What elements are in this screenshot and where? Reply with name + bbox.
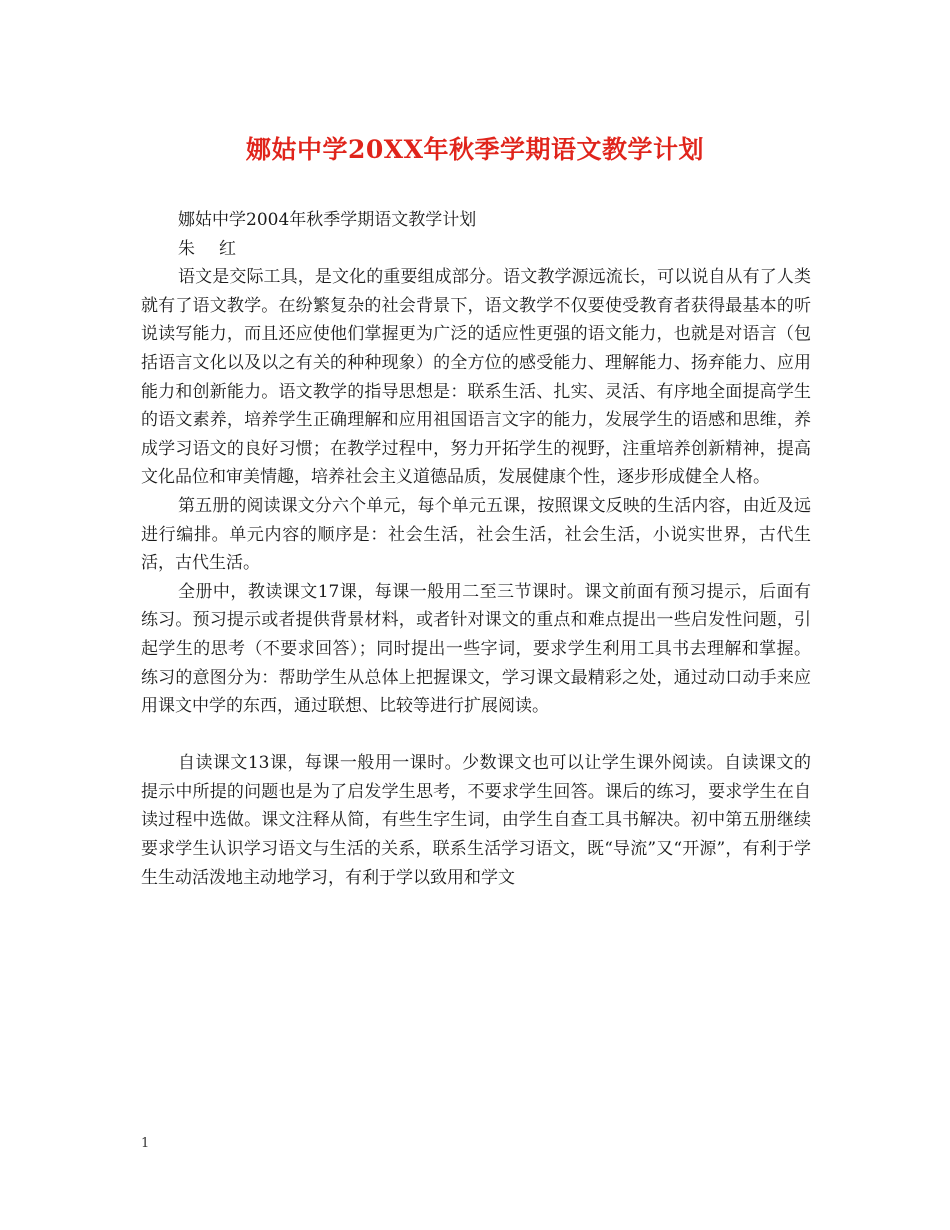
document-body [141, 206, 811, 892]
paragraph-units: 第五册的阅读课文分六个单元，每个单元五课，按照课文反映的生活内容，由近及远进行编排。单元内容的顺序是：社会生活，社会生活，社会生活，小说实世界，古代生活，古代生活。 [141, 495, 811, 574]
paragraph-teaching-texts: 全册中，教读课文17课，每课一般用二至三节课时。课文前面有预习提示，后面有练习。预习提示或者提供背景材料，或者针对课文的重点和难点提出一些启发性问题，引起学生的思考（不要求回答）；同时提出一些字词，要求学生利用工具书去理解和掌握。练习的意图分为：帮助学生从总体上把握课文，学习课文最精彩之处，通过动口动手来应用课文中学的东西，通过联想、比较等进行扩展阅读。 [141, 581, 811, 717]
author-surname: 朱 [178, 238, 195, 259]
author-line [141, 235, 811, 264]
paragraph-self-reading: 自读课文13课，每课一般用一课时。少数课文也可以让学生课外阅读。自读课文的提示中所提的问题也是为了启发学生思考，不要求学生回答。课后的练习，要求学生在自读过程中选做。课文注释从简，有些生字生词，由学生自查工具书解决。初中第五册继续要求学生认识学习语文与生活的关系，联系生活学习语文，既“导流”又“开源”，有利于学生生动活泼地主动地学习，有利于学以致用和学文 [141, 753, 811, 888]
blank-line [141, 721, 811, 750]
document-title: 娜姑中学20XX年秋季学期语文教学计划 [245, 135, 705, 164]
author-given-name: 红 [219, 238, 236, 259]
document-subtitle: 娜姑中学2004年秋季学期语文教学计划 [178, 210, 477, 230]
page-number: 1 [141, 1136, 150, 1151]
paragraph-intro: 语文是交际工具，是文化的重要组成部分。语文教学源远流长，可以说自从有了人类就有了语文教学。在纷繁复杂的社会背景下，语文教学不仅要使受教育者获得最基本的听说读写能力，而且还应使他们掌握更为广泛的适应性更强的语文能力，也就是对语言（包括语言文化以及以之有关的种种现象）的全方位的感受能力、理解能力、扬弃能力、应用能力和创新能力。语文教学的指导思想是：联系生活、扎实、灵活、有序地全面提高学生的语文素养，培养学生正确理解和应用祖国语言文字的能力，发展学生的语感和思维，养成学习语文的良好习惯；在教学过程中，努力开拓学生的视野，注重培养创新精神，提高文化品位和审美情趣，培养社会主义道德品质，发展健康个性，逐步形成健全人格。 [141, 267, 811, 488]
